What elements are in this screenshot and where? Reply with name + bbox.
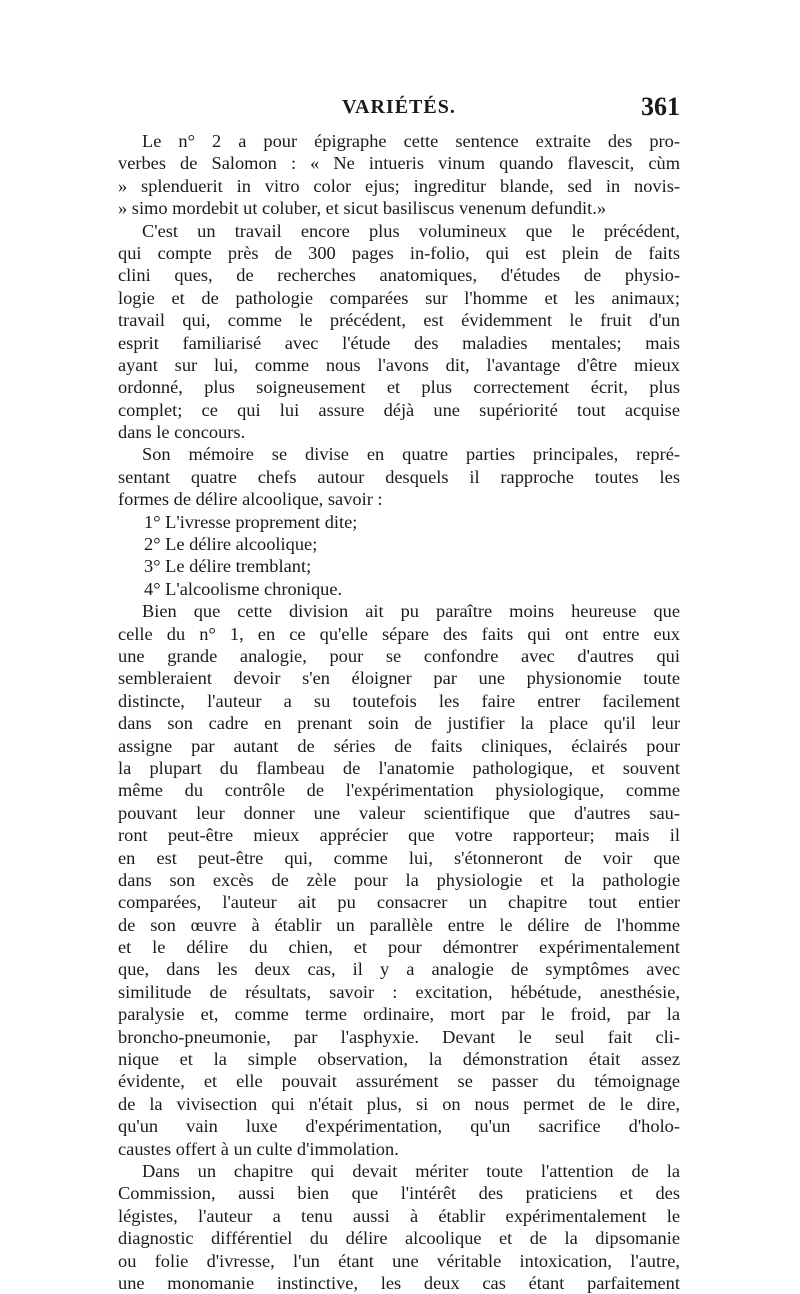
text-line: ou folie d'ivresse, l'un étant une véritable intoxication, l'autre, <box>118 1250 680 1271</box>
text-line: évidente, et elle pouvait assurément se passer du témoignage <box>118 1071 680 1092</box>
body-text <box>118 130 680 1294</box>
text-line: broncho-pneumonie, par l'asphyxie. Devant le seul fait cli- <box>118 1026 680 1047</box>
text-line: Dans un chapitre qui devait mériter toute l'attention de la <box>142 1160 680 1181</box>
page-number: 361 <box>641 92 680 121</box>
text-line: celle du n° 1, en ce qu'elle sépare des faits qui ont entre eux <box>118 623 680 644</box>
running-head <box>118 92 680 130</box>
text-line: une monomanie instinctive, les deux cas étant parfaitement <box>118 1272 680 1293</box>
text-line: logie et de pathologie comparées sur l'homme et les animaux; <box>118 287 680 308</box>
text-line: ront peut-être mieux apprécier que votre rapporteur; mais il <box>118 825 680 846</box>
running-title: VARIÉTÉS. <box>342 96 456 118</box>
text-line: dans son cadre en prenant soin de justifier la place qu'il leur <box>118 713 680 734</box>
text-line: Bien que cette division ait pu paraître moins heureuse que <box>142 601 680 622</box>
text-line: en est peut-être qui, comme lui, s'étonneront de voir que <box>118 847 680 868</box>
text-line: même du contrôle de l'expérimentation physiologique, comme <box>118 780 680 801</box>
text-line: ordonné, plus soigneusement et plus correctement écrit, plus <box>118 377 680 398</box>
text-line: une grande analogie, pour se confondre avec d'autres qui <box>118 645 680 666</box>
text-line: similitude de résultats, savoir : excitation, hébétude, anesthésie, <box>118 981 680 1002</box>
text-line: C'est un travail encore plus volumineux que le précédent, <box>142 220 680 241</box>
text-line: esprit familiarisé avec l'étude des maladies mentales; mais <box>118 332 680 353</box>
text-line: formes de délire alcoolique, savoir : <box>118 489 383 510</box>
text-line: ayant sur lui, comme nous l'avons dit, l'avantage d'être mieux <box>118 354 680 375</box>
text-line: complet; ce qui lui assure déjà une supériorité tout acquise <box>118 399 680 420</box>
text-line: » simo mordebit ut coluber, et sicut basiliscus venenum defundit.» <box>118 198 607 219</box>
list-item: 4° L'alcoolisme chronique. <box>144 578 343 599</box>
text-line: assigne par autant de séries de faits cliniques, éclairés pour <box>118 735 680 756</box>
text-line: nique et la simple observation, la démonstration était assez <box>118 1049 680 1070</box>
text-line: » splenduerit in vitro color ejus; ingreditur blande, sed in novis- <box>118 175 680 196</box>
text-line: la plupart du flambeau de l'anatomie pathologique, et souvent <box>118 757 680 778</box>
text-line: et le délire du chien, et pour démontrer expérimentalement <box>118 937 680 958</box>
text-line: dans son excès de zèle pour la physiologie et la pathologie <box>118 869 680 890</box>
text-line: qu'un vain luxe d'expérimentation, qu'un sacrifice d'holo- <box>118 1116 680 1137</box>
text-line: paralysie et, comme terme ordinaire, mort par le froid, par la <box>118 1004 680 1025</box>
text-line: qui compte près de 300 pages in-folio, qui est plein de faits <box>118 242 680 263</box>
text-line: distincte, l'auteur a su toutefois les faire entrer facilement <box>118 690 680 711</box>
list-item: 2° Le délire alcoolique; <box>144 534 318 555</box>
text-line: Son mémoire se divise en quatre parties principales, repré- <box>142 444 680 465</box>
list-item: 1° L'ivresse proprement dite; <box>144 511 358 532</box>
text-line: légistes, l'auteur a tenu aussi à établir expérimentalement le <box>118 1205 680 1226</box>
text-line: verbes de Salomon : « Ne intueris vinum quando flavescit, cùm <box>118 153 680 174</box>
text-line: comparées, l'auteur ait pu consacrer un chapitre tout entier <box>118 892 680 913</box>
text-line: de son œuvre à établir un parallèle entre le délire de l'homme <box>118 914 680 935</box>
text-line: caustes offert à un culte d'immolation. <box>118 1138 399 1159</box>
text-line: clini ques, de recherches anatomiques, d'études de physio- <box>118 265 680 286</box>
text-line: sembleraient devoir s'en éloigner par une physionomie toute <box>118 668 680 689</box>
text-line: sentant quatre chefs autour desquels il rapproche toutes les <box>118 466 680 487</box>
text-line: de la vivisection qui n'était plus, si on nous permet de le dire, <box>118 1093 680 1114</box>
text-line: travail qui, comme le précédent, est évidemment le fruit d'un <box>118 310 680 331</box>
text-line: pouvant leur donner une valeur scientifique que d'autres sau- <box>118 802 680 823</box>
text-line: diagnostic différentiel du délire alcoolique et de la dipsomanie <box>118 1228 680 1249</box>
list-item: 3° Le délire tremblant; <box>144 556 312 577</box>
text-line: Le n° 2 a pour épigraphe cette sentence extraite des pro- <box>142 131 680 151</box>
text-line: dans le concours. <box>118 422 246 443</box>
text-line: que, dans les deux cas, il y a analogie de symptômes avec <box>118 959 680 980</box>
text-line: Commission, aussi bien que l'intérêt des praticiens et des <box>118 1183 680 1204</box>
